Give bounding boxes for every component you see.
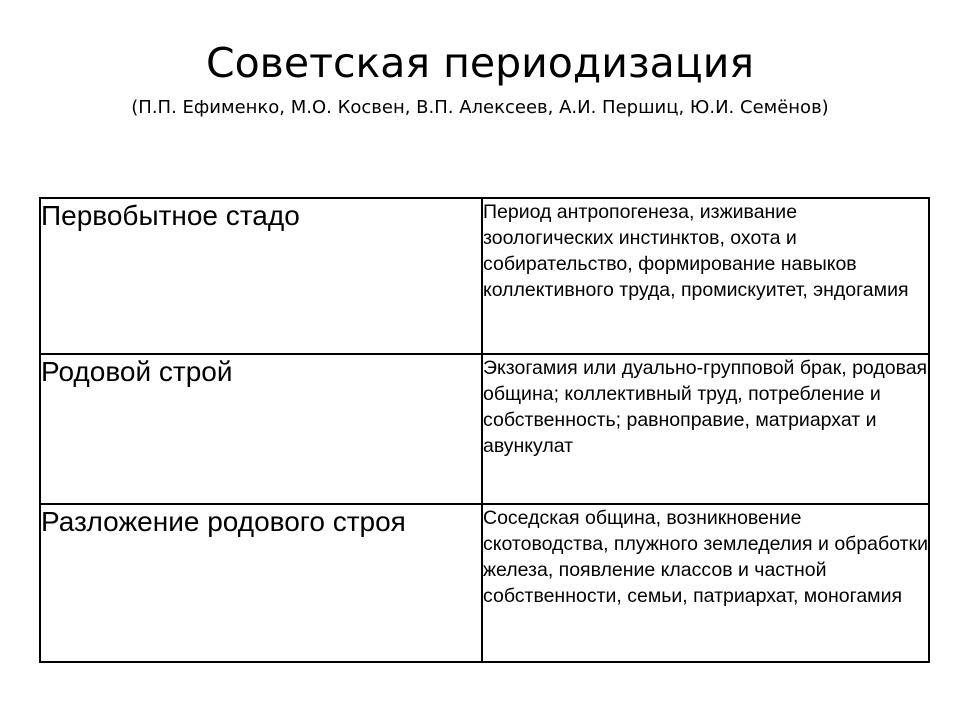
description-cell: Соседская община, возникновение скотоводства, плужного земледелия и обработки железа, появление классов и частной собственности, семьи, патриархат, моногамия: [482, 504, 929, 662]
description-cell: Период антропогенеза, изживание зоологических инстинктов, охота и собирательство, формирование навыков коллективного труда, промискуитет, эндогамия: [482, 198, 929, 354]
periodization-table: [39, 197, 930, 663]
table-row: [40, 198, 929, 354]
period-cell: Первобытное стадо: [40, 198, 482, 354]
slide-title: Советская периодизация: [205, 39, 755, 87]
table-row: [40, 354, 929, 504]
period-cell: Родовой строй: [40, 354, 482, 504]
slide-subtitle: (П.П. Ефименко, М.О. Косвен, В.П. Алексеев, А.И. Першиц, Ю.И. Семёнов): [131, 97, 829, 118]
table-row: [40, 504, 929, 662]
description-cell: Экзогамия или дуально-групповой брак, родовая община; коллективный труд, потребление и собственность; равноправие, матриархат и авункулат: [482, 354, 929, 504]
period-cell: Разложение родового строя: [40, 504, 482, 662]
